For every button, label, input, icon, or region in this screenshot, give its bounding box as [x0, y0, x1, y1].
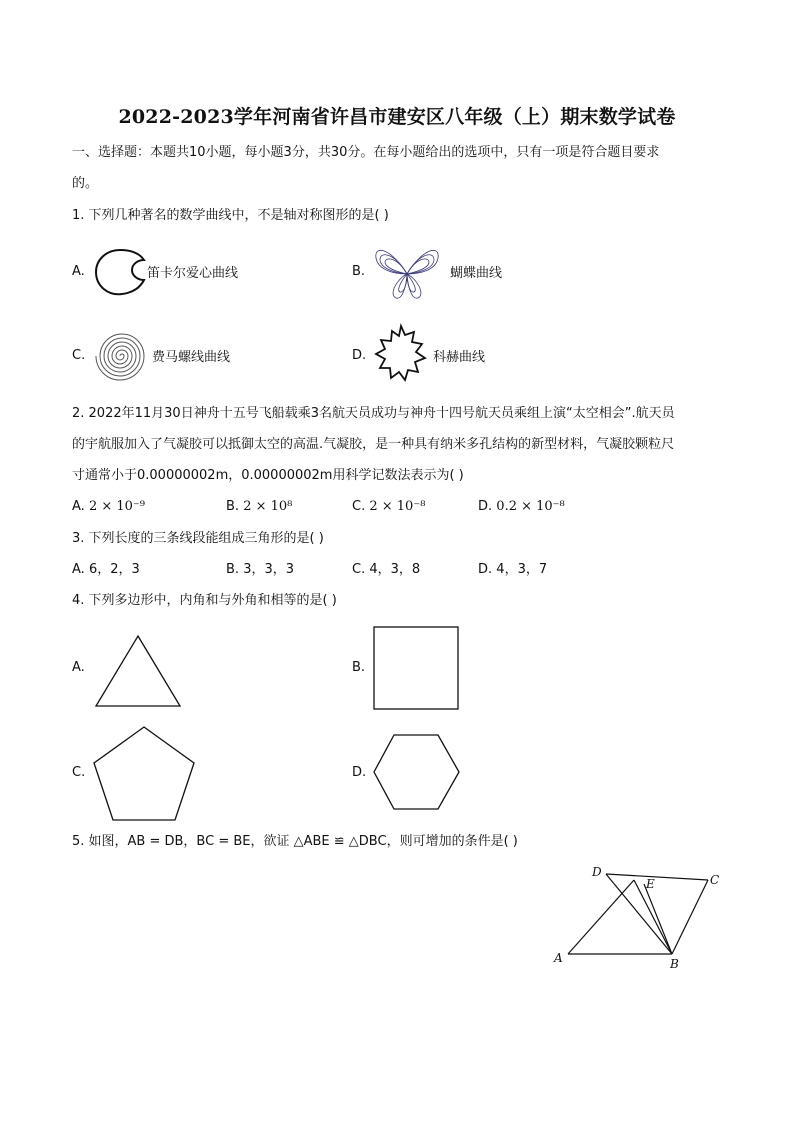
q1-option-b-label: B. [352, 264, 366, 279]
label-b: B [670, 957, 679, 971]
q3-option-c [352, 560, 420, 580]
q1-option-d-text: 科赫曲线 [433, 350, 486, 365]
segment-db [606, 874, 672, 954]
section-heading-line1: 一、选择题：本题共10小题，每小题3分，共30分。在每小题给出的选项中，只有一项是符合题目要求 [72, 145, 660, 160]
q2-option-c-label: C. [352, 499, 366, 514]
question-3-stem: 3. 下列长度的三条线段能组成三角形的是( ) [72, 531, 324, 546]
q4-option-a-label: A. [72, 660, 85, 675]
label-e: E [646, 877, 655, 891]
question-2-line2: 的宇航服加入了气凝胶可以抵御太空的高温.气凝胶，是一种具有纳米多孔结构的新型材料，气凝胶颗粒尺 [72, 437, 675, 452]
koch-snowflake-figure [370, 322, 432, 386]
section-heading-line2: 的。 [72, 176, 99, 191]
hexagon-figure [372, 732, 462, 812]
q3-option-c-label: C. [352, 562, 366, 577]
q3-option-d [478, 560, 547, 580]
triangle-figure [92, 630, 184, 710]
fermat-spiral-figure [92, 330, 148, 382]
q1-option-c-label: C. [72, 348, 86, 363]
q2-option-b-text: 2 × 10⁸ [243, 499, 293, 514]
q5-geometry-figure [550, 862, 730, 972]
segment-cb [672, 880, 708, 954]
q2-option-a [72, 497, 145, 517]
q2-option-d [478, 497, 565, 517]
q3-option-b-text: 3，3，3 [243, 562, 295, 577]
q3-option-a [72, 560, 140, 580]
q3-option-b [226, 560, 294, 580]
label-c: C [710, 873, 720, 887]
q2-option-c [352, 497, 425, 517]
segment-eb [644, 884, 672, 954]
question-1-stem: 1. 下列几种著名的数学曲线中，不是轴对称图形的是( ) [72, 208, 389, 223]
q2-option-a-text: 2 × 10⁻⁹ [88, 499, 145, 514]
q2-option-a-label: A. [72, 499, 85, 514]
q3-option-d-label: D. [478, 562, 493, 577]
segment-edge-b [634, 880, 672, 954]
question-2-line3: 寸通常小于0.00000002m，0.00000002m用科学记数法表示为( ) [72, 468, 464, 483]
question-4-stem: 4. 下列多边形中，内角和与外角和相等的是( ) [72, 593, 337, 608]
q3-option-b-label: B. [226, 562, 240, 577]
q1-option-a-text: 笛卡尔爱心曲线 [147, 266, 239, 281]
square-figure [372, 624, 462, 712]
question-5-stem: 5. 如图，AB = DB，BC = BE，欲证 △ABE ≌ △DBC，则可增加的条件是( ) [72, 834, 518, 849]
q1-option-b-text: 蝴蝶曲线 [450, 266, 503, 281]
q2-option-b [226, 497, 292, 517]
q1-option-a-label: A. [72, 264, 85, 279]
q3-option-a-text: 6，2，3 [88, 562, 140, 577]
q2-option-b-label: B. [226, 499, 240, 514]
q2-option-c-text: 2 × 10⁻⁸ [369, 499, 426, 514]
butterfly-curve-figure [372, 244, 442, 302]
q1-option-d-label: D. [352, 348, 367, 363]
pentagon-figure [92, 724, 198, 824]
q4-option-d-label: D. [352, 765, 367, 780]
q3-option-a-label: A. [72, 562, 85, 577]
q3-option-c-text: 4，3，8 [369, 562, 421, 577]
q3-option-d-text: 4，3，7 [496, 562, 548, 577]
page-title: 2022-2023学年河南省许昌市建安区八年级（上）期末数学试卷 [118, 106, 676, 128]
q1-option-c-text: 费马螺线曲线 [152, 350, 231, 365]
question-2-line1: 2. 2022年11月30日神舟十五号飞船载乘3名航天员成功与神舟十四号航天员乘组上演“太空相会”.航天员 [72, 406, 675, 421]
label-a: A [554, 951, 563, 965]
q2-option-d-text: 0.2 × 10⁻⁸ [496, 499, 565, 514]
q4-option-b-label: B. [352, 660, 366, 675]
segment-ad [568, 880, 634, 954]
label-d: D [592, 865, 602, 879]
segment-dc [606, 874, 708, 880]
q2-option-d-label: D. [478, 499, 493, 514]
cardioid-heart-curve-figure [94, 246, 146, 298]
q4-option-c-label: C. [72, 765, 86, 780]
